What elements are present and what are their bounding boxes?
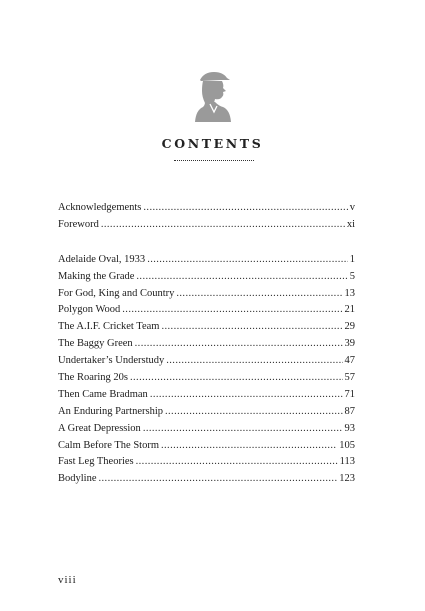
toc-entry-label: Fast Leg Theories xyxy=(58,456,134,468)
toc-entry-chapter[interactable] xyxy=(58,286,355,303)
toc-entry-page: 29 xyxy=(344,321,355,333)
toc-entry-chapter[interactable] xyxy=(58,336,355,353)
dot-leader xyxy=(101,217,345,234)
page-number: viii xyxy=(58,574,77,586)
dot-leader xyxy=(135,336,343,353)
dot-leader xyxy=(143,421,343,438)
toc-entry-label: Adelaide Oval, 1933 xyxy=(58,253,146,265)
toc-entry-foreword[interactable] xyxy=(58,217,355,234)
toc-entry-page: 39 xyxy=(344,338,355,350)
toc-entry-label: Making the Grade xyxy=(58,270,135,282)
toc-entry-label: Bodyline xyxy=(58,473,97,485)
toc-entry-label: Foreword xyxy=(58,218,99,230)
toc-entry-chapter[interactable] xyxy=(58,387,355,404)
dot-leader xyxy=(161,438,337,455)
toc-entry-label: The Roaring 20s xyxy=(58,372,128,384)
toc-entry-page: v xyxy=(349,202,355,213)
toc-entry-chapter[interactable] xyxy=(58,454,355,471)
dot-leader xyxy=(147,252,348,269)
toc-entry-chapter[interactable] xyxy=(58,471,355,488)
toc-entry-chapter[interactable] xyxy=(58,353,355,370)
toc-entry-label: Then Came Bradman xyxy=(58,388,148,400)
toc-entry-chapter[interactable] xyxy=(58,404,355,421)
dot-leader xyxy=(130,370,343,387)
toc-entry-label: Undertaker’s Understudy xyxy=(58,355,165,367)
toc-entry-label: For God, King and Country xyxy=(58,287,175,299)
toc-entry-chapter[interactable] xyxy=(58,319,355,336)
toc-entry-label: Calm Before The Storm xyxy=(58,439,159,451)
toc-entry-page: 47 xyxy=(344,355,355,367)
toc-entry-page: 87 xyxy=(344,405,355,417)
table-of-contents xyxy=(58,200,355,488)
toc-entry-chapter[interactable] xyxy=(58,269,355,286)
toc-entry-chapter[interactable] xyxy=(58,302,355,319)
dot-leader xyxy=(150,387,343,404)
dot-leader xyxy=(99,471,338,488)
section-gap xyxy=(58,234,355,252)
toc-entry-page: 93 xyxy=(344,422,355,434)
toc-entry-label: A Great Depression xyxy=(58,422,141,434)
toc-entry-chapter[interactable] xyxy=(58,252,355,269)
dot-leader xyxy=(143,200,347,217)
toc-entry-acknowledgements[interactable] xyxy=(58,200,355,217)
dot-leader xyxy=(166,353,342,370)
page-title: CONTENTS xyxy=(161,136,264,151)
toc-entry-label: An Enduring Partnership xyxy=(58,405,163,417)
dot-leader xyxy=(136,269,347,286)
toc-entry-page: 21 xyxy=(344,304,355,316)
toc-entry-page: 1 xyxy=(349,253,355,265)
toc-entry-page: 5 xyxy=(349,270,355,282)
dot-leader xyxy=(165,404,343,421)
toc-entry-label: The Baggy Green xyxy=(58,338,133,350)
toc-entry-page: 57 xyxy=(344,372,355,384)
dot-leader xyxy=(122,302,342,319)
toc-entry-page: 113 xyxy=(339,456,355,468)
title-dotted-rule xyxy=(174,160,254,161)
toc-entry-chapter[interactable] xyxy=(58,421,355,438)
toc-entry-chapter[interactable] xyxy=(58,370,355,387)
toc-entry-label: The A.I.F. Cricket Team xyxy=(58,321,160,333)
toc-entry-page: xi xyxy=(346,218,355,230)
cricketer-silhouette-icon xyxy=(193,66,233,122)
toc-entry-page: 123 xyxy=(339,473,355,485)
toc-entry-label: Polygon Wood xyxy=(58,304,121,316)
dot-leader xyxy=(161,319,342,336)
dot-leader xyxy=(176,286,342,303)
toc-entry-label: Acknowledgements xyxy=(58,202,142,213)
toc-entry-page: 13 xyxy=(344,287,355,299)
dot-leader xyxy=(136,454,338,471)
toc-entry-page: 71 xyxy=(344,388,355,400)
toc-entry-chapter[interactable] xyxy=(58,438,355,455)
toc-entry-page: 105 xyxy=(339,439,355,451)
